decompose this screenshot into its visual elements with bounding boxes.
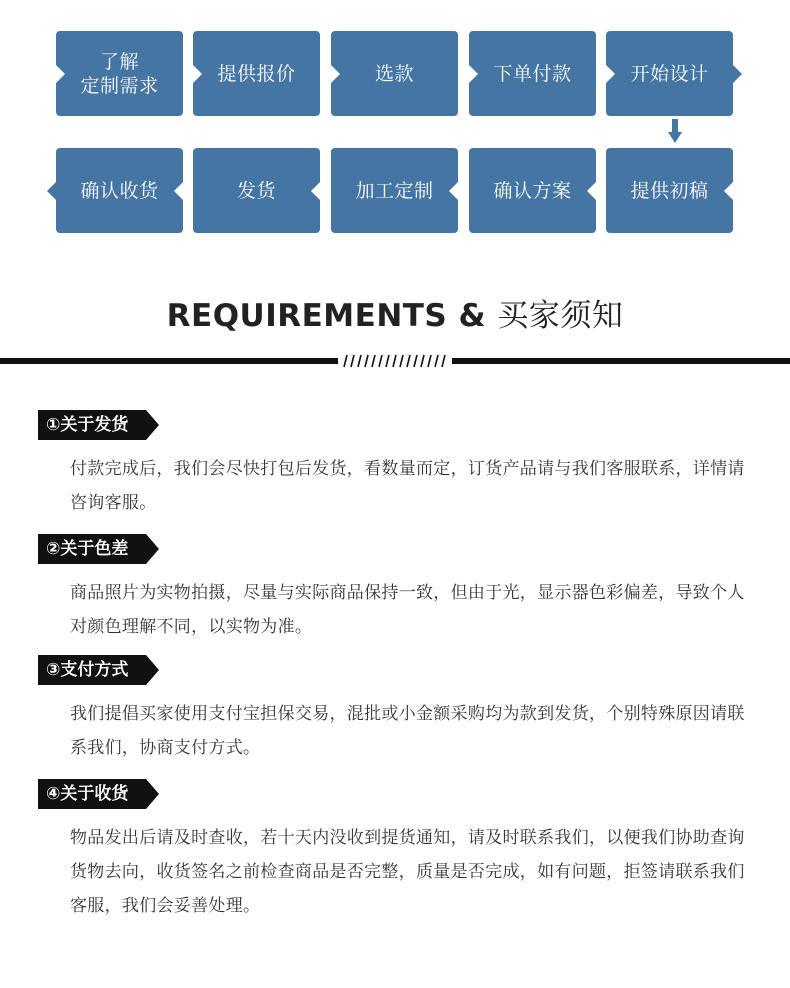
section-title: ④关于收货: [38, 779, 146, 809]
section-title: ①关于发货: [38, 410, 146, 440]
step-quote: [193, 31, 320, 116]
flow-arrow-left-icon: [47, 182, 56, 200]
section-divider: [0, 354, 790, 368]
step-label: 了解: [99, 50, 139, 73]
requirements-heading: [0, 290, 790, 335]
flow-arrow-right-icon: [193, 65, 202, 83]
step-start-design: [606, 31, 733, 116]
flow-arrow-right-icon: [56, 65, 65, 83]
step-first-draft: [606, 148, 733, 233]
section-title: ②关于色差: [38, 534, 146, 564]
flow-arrow-left-icon: [724, 182, 733, 200]
flow-arrow-left-icon: [311, 182, 320, 200]
section-color-difference: [38, 534, 758, 644]
flow-arrow-right-icon: [606, 65, 615, 83]
step-label: 提供初稿: [630, 179, 709, 202]
step-label: 确认收货: [80, 179, 159, 202]
section-title: ③支付方式: [38, 655, 146, 685]
section-text: 商品照片为实物拍摄，尽量与实际商品保持一致，但由于光，显示器色彩偏差，导致个人对颜色理解不同，以实物为准。: [70, 583, 745, 637]
heading-cn: 买家须知: [497, 298, 624, 334]
flow-arrow-right-icon: [331, 65, 340, 83]
step-order-pay: [469, 31, 596, 116]
step-label: 下单付款: [493, 62, 572, 85]
section-text: 物品发出后请及时查收，若十天内没收到提货通知，请及时联系我们，以便我们协助查询货物去向，收货签名之前检查商品是否完整，质量是否完成，如有问题，拒签请联系我们客服，我们会妥善处理。: [70, 828, 745, 916]
step-understand-needs: [56, 31, 183, 116]
section-receiving: [38, 779, 758, 923]
flow-arrow-left-icon: [587, 182, 596, 200]
section-shipping: [38, 410, 758, 520]
step-label: 提供报价: [217, 62, 296, 85]
step-label: 开始设计: [630, 62, 709, 85]
step-label: 确认方案: [493, 179, 572, 202]
section-text: 付款完成后，我们会尽快打包后发货，看数量而定，订货产品请与我们客服联系，详情请咨询客服。: [70, 459, 745, 513]
step-processing: [331, 148, 458, 233]
step-label: 发货: [236, 179, 276, 202]
step-label: 选款: [374, 62, 414, 85]
step-ship: [193, 148, 320, 233]
flow-arrow-left-icon: [449, 182, 458, 200]
section-text: 我们提倡买家使用支付宝担保交易，混批或小金额采购均为款到发货，个别特殊原因请联系我们，协商支付方式。: [70, 704, 745, 758]
flow-arrow-right-icon: [469, 65, 478, 83]
flow-arrow-down-icon: [668, 119, 682, 143]
step-confirm-receipt: [56, 148, 183, 233]
step-label: 加工定制: [355, 179, 434, 202]
divider-bar-right: [452, 358, 790, 364]
step-label: 定制需求: [80, 74, 159, 97]
step-select-style: [331, 31, 458, 116]
divider-ticks: [340, 354, 450, 368]
section-payment: [38, 655, 758, 765]
divider-bar-left: [0, 358, 338, 364]
flow-arrow-left-icon: [174, 182, 183, 200]
process-flow: [0, 0, 790, 250]
step-confirm-plan: [469, 148, 596, 233]
heading-en: REQUIREMENTS &: [166, 298, 487, 334]
flow-arrow-right-icon: [733, 65, 742, 83]
